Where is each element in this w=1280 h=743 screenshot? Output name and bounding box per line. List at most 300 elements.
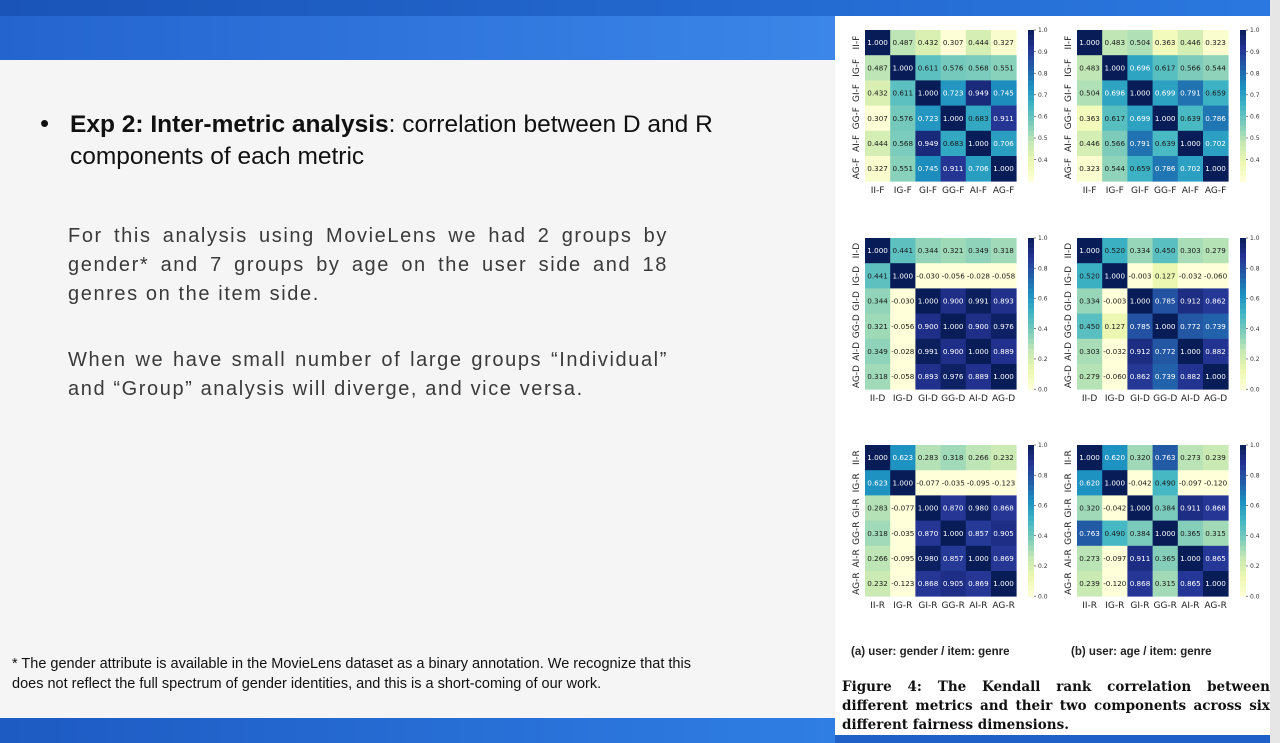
cell-value-label: 0.620 (1104, 453, 1126, 463)
colorbar-tick-label: 0.5 (1250, 135, 1260, 143)
cell-value-label: -0.035 (941, 478, 965, 488)
colorbar-segment (1240, 460, 1246, 466)
colorbar-segment (1028, 531, 1034, 537)
colorbar-segment (1240, 531, 1246, 537)
cell-value-label: 0.279 (1205, 246, 1226, 256)
colorbar-segment (1240, 576, 1246, 582)
cell-value-label: 0.786 (1205, 113, 1226, 123)
cell-value-label: 0.911 (1180, 503, 1201, 513)
y-tick-label: AG-D (1064, 365, 1074, 389)
cell-value-label: 0.639 (1180, 113, 1201, 123)
colorbar-segment (1240, 268, 1246, 274)
cell-value-label: 0.568 (892, 139, 914, 148)
colorbar-segment (1028, 101, 1034, 107)
colorbar-segment (1028, 521, 1034, 527)
x-tick-label: GI-F (918, 186, 938, 197)
cell-value-label: 0.900 (942, 347, 964, 356)
y-tick-label: GI-F (852, 83, 862, 103)
colorbar-segment (1028, 581, 1034, 587)
cell-value-label: -0.003 (1128, 271, 1152, 281)
colorbar-segment (1028, 450, 1034, 456)
colorbar-segment (1240, 30, 1246, 36)
colorbar-segment (1240, 344, 1246, 350)
colorbar-segment (1028, 470, 1034, 476)
colorbar-segment (1240, 334, 1246, 340)
cell-value-label: 0.490 (1154, 478, 1176, 488)
cell-value-label: 1.000 (968, 554, 989, 563)
cell-value-label: 0.869 (968, 579, 989, 589)
cell-value-label: 0.321 (867, 321, 888, 331)
colorbar-segment (1028, 490, 1034, 496)
cell-value-label: 0.232 (993, 453, 1014, 463)
cell-value-label: 0.723 (917, 113, 939, 123)
cell-value-label: 0.785 (1154, 296, 1176, 306)
cell-value-label: 0.991 (917, 347, 939, 356)
cell-value-label: 0.446 (1180, 38, 1201, 48)
cell-value-label: 0.882 (1180, 372, 1201, 382)
cell-value-label: 0.905 (942, 579, 964, 589)
cell-value-label: 0.857 (968, 528, 989, 538)
colorbar-segment (1240, 324, 1246, 330)
colorbar-segment (1028, 586, 1034, 592)
colorbar-segment (1028, 136, 1034, 142)
cell-value-label: 0.315 (1205, 528, 1226, 538)
colorbar-segment (1240, 526, 1246, 532)
y-tick-label: GG-F (852, 107, 862, 130)
heatmap-age-relevance (1052, 437, 1267, 647)
cell-value-label: 0.283 (867, 503, 888, 513)
cell-value-label: 0.490 (1104, 528, 1126, 538)
colorbar-segment (1240, 561, 1246, 567)
colorbar-segment (1240, 304, 1246, 310)
colorbar-segment (1240, 445, 1246, 451)
colorbar-segment (1028, 566, 1034, 572)
cell-value-label: 0.739 (1205, 321, 1226, 331)
colorbar-segment (1028, 293, 1034, 299)
cell-value-label: -0.060 (1204, 271, 1228, 281)
y-tick-label: IG-F (852, 58, 862, 77)
colorbar-segment (1240, 146, 1246, 152)
paragraph-diverge: When we have small number of large groups “Individual” and “Group” analysis will diverge, and vice versa. (68, 349, 668, 400)
colorbar-segment (1028, 55, 1034, 61)
colorbar-segment (1028, 121, 1034, 127)
cell-value-label: 1.000 (1180, 347, 1201, 356)
cell-value-label: -0.095 (966, 478, 990, 488)
colorbar-segment (1028, 455, 1034, 461)
cell-value-label: 1.000 (892, 271, 914, 281)
cell-value-label: 0.882 (1205, 347, 1226, 356)
cell-value-label: 0.865 (1205, 554, 1226, 563)
cell-value-label: 1.000 (1079, 38, 1100, 48)
cell-value-label: 1.000 (1154, 113, 1176, 123)
y-tick-label: II-D (852, 242, 862, 259)
cell-value-label: 0.683 (942, 139, 964, 148)
colorbar-segment (1028, 238, 1034, 244)
cell-value-label: 0.745 (917, 164, 939, 174)
colorbar-segment (1028, 40, 1034, 46)
cell-value-label: 1.000 (1079, 453, 1100, 463)
cell-value-label: 0.623 (892, 453, 914, 463)
cell-value-label: 1.000 (867, 38, 888, 48)
cell-value-label: 1.000 (1205, 164, 1226, 174)
heatmap-age-fairness (1052, 22, 1267, 232)
colorbar-segment (1240, 101, 1246, 107)
y-tick-label: GG-R (1064, 521, 1074, 545)
colorbar-segment (1240, 541, 1246, 547)
y-tick-label: AI-R (852, 549, 862, 568)
heatmap-gender-fairness (840, 22, 1055, 232)
cell-value-label: 0.483 (1079, 63, 1100, 73)
cell-value-label: 0.870 (917, 528, 939, 538)
cell-value-label: 1.000 (1205, 372, 1226, 382)
cell-value-label: 1.000 (867, 453, 888, 463)
cell-value-label: -0.035 (891, 528, 915, 538)
cell-value-label: 0.976 (942, 372, 964, 382)
cell-value-label: -0.003 (1103, 296, 1127, 306)
colorbar-segment (1028, 379, 1034, 385)
cell-value-label: 0.911 (1129, 554, 1151, 563)
x-tick-label: II-D (1081, 394, 1098, 405)
cell-value-label: 0.623 (867, 478, 888, 488)
cell-value-label: 0.127 (1104, 321, 1126, 331)
cell-value-label: 1.000 (1079, 246, 1100, 256)
colorbar-segment (1028, 111, 1034, 117)
colorbar-tick-label: 0.6 (1250, 502, 1260, 510)
cell-value-label: 0.283 (917, 453, 939, 463)
cell-value-label: 0.991 (968, 296, 989, 306)
cell-value-label: -0.030 (891, 296, 915, 306)
y-tick-label: AG-R (852, 572, 862, 595)
colorbar-segment (1028, 116, 1034, 122)
cell-value-label: 1.000 (892, 63, 914, 73)
colorbar-segment (1240, 171, 1246, 177)
colorbar-segment (1028, 141, 1034, 147)
y-tick-label: AG-R (1064, 572, 1074, 595)
colorbar-segment (1028, 161, 1034, 167)
colorbar-segment (1240, 65, 1246, 71)
subcaption-b: (b) user: age / item: genre (1071, 646, 1212, 658)
cell-value-label: 0.365 (1154, 554, 1176, 563)
cell-value-label: 0.568 (968, 63, 989, 73)
colorbar-segment (1028, 176, 1034, 182)
colorbar-tick-label: 0.7 (1038, 92, 1048, 99)
cell-value-label: 0.576 (892, 113, 914, 123)
colorbar-tick-label: 1.0 (1250, 27, 1260, 35)
x-tick-label: GG-D (1153, 394, 1178, 405)
cell-value-label: 1.000 (917, 503, 939, 513)
colorbar-segment (1240, 511, 1246, 517)
colorbar-segment (1240, 70, 1246, 76)
cell-value-label: 0.450 (1079, 321, 1100, 331)
cell-value-label: 0.980 (917, 554, 939, 563)
colorbar-tick-label: 0.4 (1250, 532, 1260, 540)
colorbar-segment (1240, 505, 1246, 511)
colorbar-segment (1240, 50, 1246, 56)
cell-value-label: 0.344 (917, 246, 939, 256)
colorbar-segment (1028, 171, 1034, 177)
cell-value-label: 0.905 (993, 528, 1014, 538)
cell-value-label: 0.639 (1154, 139, 1176, 148)
cell-value-label: 0.349 (968, 246, 989, 256)
y-tick-label: IG-R (1064, 473, 1074, 493)
colorbar-segment (1240, 450, 1246, 456)
colorbar-tick-label: 0.9 (1038, 48, 1048, 56)
cell-value-label: 0.706 (993, 139, 1014, 148)
colorbar-segment (1240, 329, 1246, 335)
colorbar-tick-label: 0.6 (1250, 113, 1260, 121)
colorbar-segment (1240, 500, 1246, 506)
y-tick-label: AG-F (852, 157, 862, 180)
colorbar-segment (1028, 273, 1034, 279)
y-tick-label: IG-D (1064, 265, 1074, 286)
y-tick-label: IG-R (852, 473, 862, 493)
cell-value-label: 0.266 (867, 554, 888, 563)
x-tick-label: AG-R (992, 601, 1015, 612)
x-tick-label: GI-D (918, 394, 938, 405)
cell-value-label: 0.706 (968, 164, 989, 174)
colorbar-tick-label: 1.0 (1038, 27, 1048, 35)
colorbar-segment (1028, 384, 1034, 390)
colorbar-segment (1028, 243, 1034, 249)
y-tick-label: IG-F (1064, 58, 1074, 77)
cell-value-label: 1.000 (1104, 478, 1126, 488)
cell-value-label: 1.000 (867, 246, 888, 256)
cell-value-label: 1.000 (1154, 528, 1176, 538)
colorbar-segment (1028, 304, 1034, 310)
colorbar-segment (1240, 166, 1246, 172)
cell-value-label: -0.032 (1178, 271, 1202, 281)
colorbar-segment (1240, 495, 1246, 501)
colorbar-segment (1240, 465, 1246, 471)
colorbar-tick-label: 0.4 (1250, 325, 1260, 333)
colorbar-segment (1240, 455, 1246, 461)
cell-value-label: 0.772 (1154, 347, 1176, 356)
x-tick-label: GI-R (918, 601, 938, 612)
cell-value-label: 0.307 (942, 38, 964, 48)
y-tick-label: AI-F (852, 134, 862, 153)
cell-value-label: 0.620 (1079, 478, 1100, 488)
cell-value-label: 0.127 (1154, 271, 1176, 281)
colorbar-tick-label: 0.8 (1250, 70, 1260, 78)
cell-value-label: -0.120 (1204, 478, 1228, 488)
x-tick-label: II-F (870, 186, 885, 197)
cell-value-label: 0.786 (1154, 164, 1176, 174)
colorbar-segment (1028, 248, 1034, 254)
colorbar-segment (1240, 516, 1246, 522)
colorbar-segment (1240, 314, 1246, 320)
bullet-heading (70, 109, 810, 173)
colorbar-segment (1028, 106, 1034, 112)
cell-value-label: -0.120 (1103, 579, 1127, 589)
cell-value-label: 0.444 (867, 139, 888, 148)
colorbar-segment (1028, 258, 1034, 264)
x-tick-label: GI-R (1130, 601, 1150, 612)
colorbar-segment (1028, 156, 1034, 162)
colorbar-tick-label: 0.0 (1038, 593, 1048, 601)
cell-value-label: 0.617 (1154, 63, 1176, 73)
cell-value-label: 0.791 (1129, 139, 1151, 148)
colorbar-segment (1028, 460, 1034, 466)
colorbar-segment (1240, 121, 1246, 127)
cell-value-label: 0.365 (1180, 528, 1201, 538)
colorbar-segment (1028, 268, 1034, 274)
colorbar-segment (1028, 35, 1034, 41)
colorbar-tick-label: 0.8 (1038, 265, 1048, 273)
colorbar-segment (1028, 546, 1034, 552)
cell-value-label: 0.900 (968, 321, 989, 331)
cell-value-label: 0.857 (942, 554, 964, 563)
heatmap-gender-discovery (840, 230, 1055, 440)
cell-value-label: 0.870 (942, 503, 964, 513)
colorbar-segment (1028, 500, 1034, 506)
colorbar-segment (1028, 364, 1034, 370)
colorbar-segment (1240, 176, 1246, 182)
colorbar-segment (1028, 65, 1034, 71)
colorbar-tick-label: 1.0 (1250, 442, 1260, 450)
cell-value-label: 0.611 (917, 63, 939, 73)
cell-value-label: 0.763 (1154, 453, 1176, 463)
bullet-rest: : correlation between D and R components of each metric (70, 111, 713, 170)
bullet-title: Exp 2: Inter-metric analysis (70, 111, 389, 138)
cell-value-label: -0.028 (891, 347, 915, 356)
colorbar-segment (1028, 591, 1034, 597)
cell-value-label: 1.000 (942, 528, 964, 538)
colorbar-segment (1240, 288, 1246, 294)
cell-value-label: 0.318 (867, 528, 888, 538)
cell-value-label: 0.266 (968, 453, 989, 463)
colorbar-segment (1028, 551, 1034, 557)
y-tick-label: II-R (1064, 450, 1074, 466)
colorbar-tick-label: 0.8 (1038, 472, 1048, 480)
cell-value-label: 0.699 (1154, 88, 1176, 98)
colorbar-segment (1240, 591, 1246, 597)
colorbar-tick-label: 0.8 (1250, 472, 1260, 480)
cell-value-label: 0.504 (1129, 38, 1151, 48)
cell-value-label: 0.444 (968, 38, 989, 48)
cell-value-label: 1.000 (1180, 139, 1201, 148)
cell-value-label: 0.949 (917, 139, 939, 148)
cell-value-label: 0.327 (993, 38, 1014, 48)
cell-value-label: 0.699 (1129, 113, 1151, 123)
colorbar-segment (1028, 278, 1034, 284)
colorbar-tick-label: 0.6 (1038, 502, 1048, 510)
cell-value-label: 0.384 (1154, 503, 1176, 513)
cell-value-label: 0.334 (1079, 296, 1100, 306)
cell-value-label: 1.000 (1129, 503, 1151, 513)
cell-value-label: 0.273 (1180, 453, 1201, 463)
x-tick-label: AG-F (1204, 186, 1227, 197)
bullet-marker: • (40, 108, 50, 138)
cell-value-label: 0.696 (1104, 88, 1126, 98)
y-tick-label: II-D (1064, 242, 1074, 259)
colorbar-segment (1240, 319, 1246, 325)
colorbar-tick-label: 0.7 (1250, 92, 1260, 99)
x-tick-label: AG-F (992, 186, 1015, 197)
cell-value-label: 1.000 (1205, 579, 1226, 589)
x-tick-label: II-F (1082, 186, 1097, 197)
colorbar-segment (1028, 505, 1034, 511)
colorbar-segment (1028, 314, 1034, 320)
cell-value-label: 0.446 (1079, 139, 1100, 148)
x-tick-label: AG-D (992, 394, 1016, 405)
colorbar-tick-label: 0.4 (1038, 532, 1048, 540)
cell-value-label: 0.487 (892, 38, 914, 48)
colorbar-segment (1028, 146, 1034, 152)
cell-value-label: 1.000 (942, 321, 964, 331)
x-tick-label: AI-F (1181, 186, 1200, 197)
colorbar-segment (1028, 541, 1034, 547)
colorbar-segment (1028, 576, 1034, 582)
colorbar-tick-label: 1.0 (1250, 235, 1260, 243)
y-tick-label: GI-D (852, 291, 862, 311)
cell-value-label: -0.042 (1128, 478, 1152, 488)
cell-value-label: -0.058 (992, 271, 1016, 281)
colorbar-tick-label: 0.9 (1250, 48, 1260, 56)
colorbar-segment (1240, 485, 1246, 491)
colorbar-segment (1028, 298, 1034, 304)
colorbar-segment (1240, 586, 1246, 592)
cell-value-label: 0.320 (1129, 453, 1151, 463)
cell-value-label: 0.900 (917, 321, 939, 331)
colorbar-segment (1240, 556, 1246, 562)
cell-value-label: -0.058 (891, 372, 915, 382)
cell-value-label: 0.318 (993, 246, 1014, 256)
colorbar-segment (1240, 359, 1246, 365)
colorbar-segment (1240, 339, 1246, 345)
x-tick-label: II-R (870, 601, 886, 612)
x-tick-label: GG-R (1153, 601, 1177, 612)
cell-value-label: 0.791 (1180, 88, 1201, 98)
cell-value-label: 1.000 (917, 88, 939, 98)
cell-value-label: 0.949 (968, 88, 989, 98)
colorbar-segment (1240, 354, 1246, 360)
cell-value-label: 0.349 (867, 347, 888, 356)
cell-value-label: 0.239 (1205, 453, 1226, 463)
cell-value-label: 0.303 (1079, 347, 1100, 356)
cell-value-label: 0.912 (1129, 347, 1151, 356)
colorbar-segment (1028, 516, 1034, 522)
colorbar-tick-label: 0.6 (1038, 113, 1048, 121)
y-tick-label: GI-D (1064, 291, 1074, 311)
cell-value-label: -0.095 (891, 554, 915, 563)
colorbar-segment (1028, 96, 1034, 102)
colorbar-segment (1028, 131, 1034, 137)
cell-value-label: 0.889 (993, 347, 1014, 356)
cell-value-label: 0.327 (867, 164, 888, 174)
x-tick-label: AI-R (969, 601, 988, 612)
colorbar-segment (1028, 263, 1034, 269)
colorbar-tick-label: 0.2 (1250, 356, 1260, 364)
cell-value-label: 0.912 (1180, 296, 1201, 306)
x-tick-label: AI-D (1180, 394, 1200, 405)
cell-value-label: 1.000 (993, 579, 1014, 589)
colorbar-segment (1240, 490, 1246, 496)
cell-value-label: -0.056 (891, 321, 915, 331)
colorbar-segment (1028, 526, 1034, 532)
cell-value-label: 0.772 (1180, 321, 1201, 331)
y-tick-label: GG-F (1064, 107, 1074, 130)
colorbar-segment (1240, 40, 1246, 46)
cell-value-label: -0.032 (1103, 347, 1127, 356)
cell-value-label: 0.344 (867, 296, 888, 306)
cell-value-label: 0.576 (942, 63, 964, 73)
colorbar-segment (1240, 379, 1246, 385)
colorbar-segment (1240, 571, 1246, 577)
cell-value-label: 0.865 (1180, 579, 1201, 589)
cell-value-label: -0.056 (941, 271, 965, 281)
cell-value-label: -0.097 (1103, 554, 1127, 563)
colorbar-segment (1028, 70, 1034, 76)
